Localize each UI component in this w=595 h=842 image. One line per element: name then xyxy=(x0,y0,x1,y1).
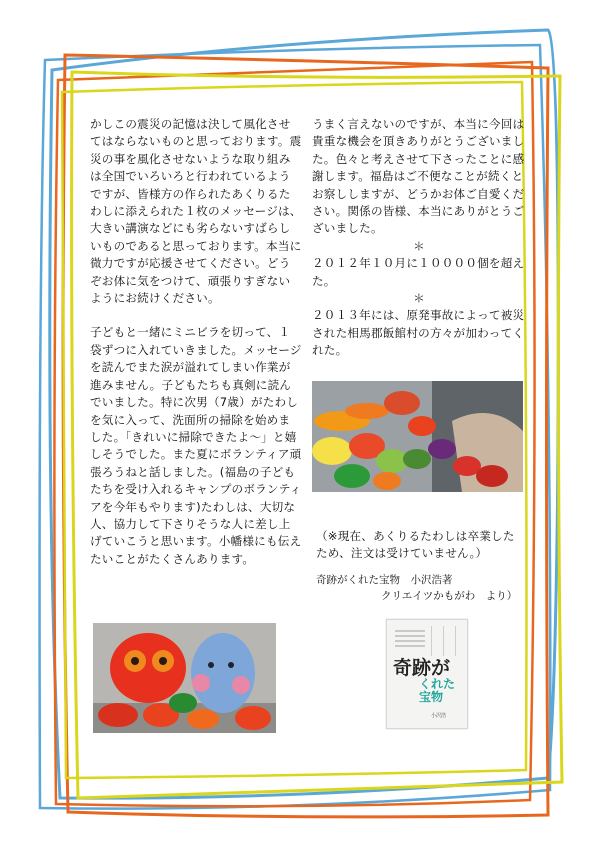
book-cover-rule xyxy=(443,626,444,656)
book-title-sub: くれた 宝物 xyxy=(419,677,456,704)
book-title: 奇跡が xyxy=(393,657,451,679)
milestone-2012: ２０１２年１０月に１００００個を超えた。 xyxy=(312,256,525,288)
right-column xyxy=(312,116,526,360)
left-column xyxy=(90,116,302,568)
milestone-2013: ２０１３年には、原発事故によって被災された相馬郡飯館村の方々が加わってくれた。 xyxy=(312,308,525,358)
letter-paragraph-2: 子どもと一緒にミニビラを切って、１袋ずつに入れていきました。メッセージを読んでまた涙が溢れてしまい作業が進みません。子どもたちも真剣に読んでいました。特に次男（7歳）がたわしを気に入って、洗面所の掃除を始めました。｢きれいに掃除できたよ～」と嬉しそうでした。また夏にボランティア頑張ろうねと話しました。(福島の子どもたちを受け入れるキャンプのボランティアを今年もやります)たわしは、大切な人、協力して下さりそうな人に差し上げていこうと思います。小幡様にも伝えたいことがたくさんあります。 xyxy=(90,325,302,566)
letter-paragraph-1: かしこの震災の記憶は決して風化させてはならないものと思っております。震災の事を風化させないような取り組みは全国でいろいろと行われているようですが、皆様方の作られたあくりるたわしに添えられた１枚のメッセージは、大きい講演などにも劣らないすばらしいものであると思っております。本当に微力ですが応援させてください。どうぞお体に気をつけて、頑張りすぎないようにお続けください。 xyxy=(90,117,302,306)
book-cover-rule xyxy=(431,626,432,656)
separator-asterisk: ＊ xyxy=(413,291,425,306)
source-publisher: クリエイツかもがわ より） xyxy=(381,590,518,602)
knitted-characters-photo xyxy=(93,623,276,733)
book-cover xyxy=(386,619,468,729)
book-cover-text-lines xyxy=(395,630,425,650)
separator-asterisk: ＊ xyxy=(413,238,425,253)
letter-paragraph-3: うまく言えないのですが、本当に今回は貴重な機会を頂きありがとうございました。色々と考えさせて下さったことに感謝します。福島はご不便なことが続くとお察ししますが、どうかお体ご自愛ください。関係の皆様、本当にありがとうございました。 xyxy=(312,117,525,236)
knitted-vegetables-photo xyxy=(312,381,523,492)
book-cover-rule xyxy=(455,626,456,656)
source-title: 奇跡がくれた宝物 小沢浩著 xyxy=(316,574,453,586)
book-author: 小沢浩 xyxy=(431,713,447,719)
note-text: （※現在、あくりるたわしは卒業したため、注文は受けていません。） xyxy=(316,528,515,560)
